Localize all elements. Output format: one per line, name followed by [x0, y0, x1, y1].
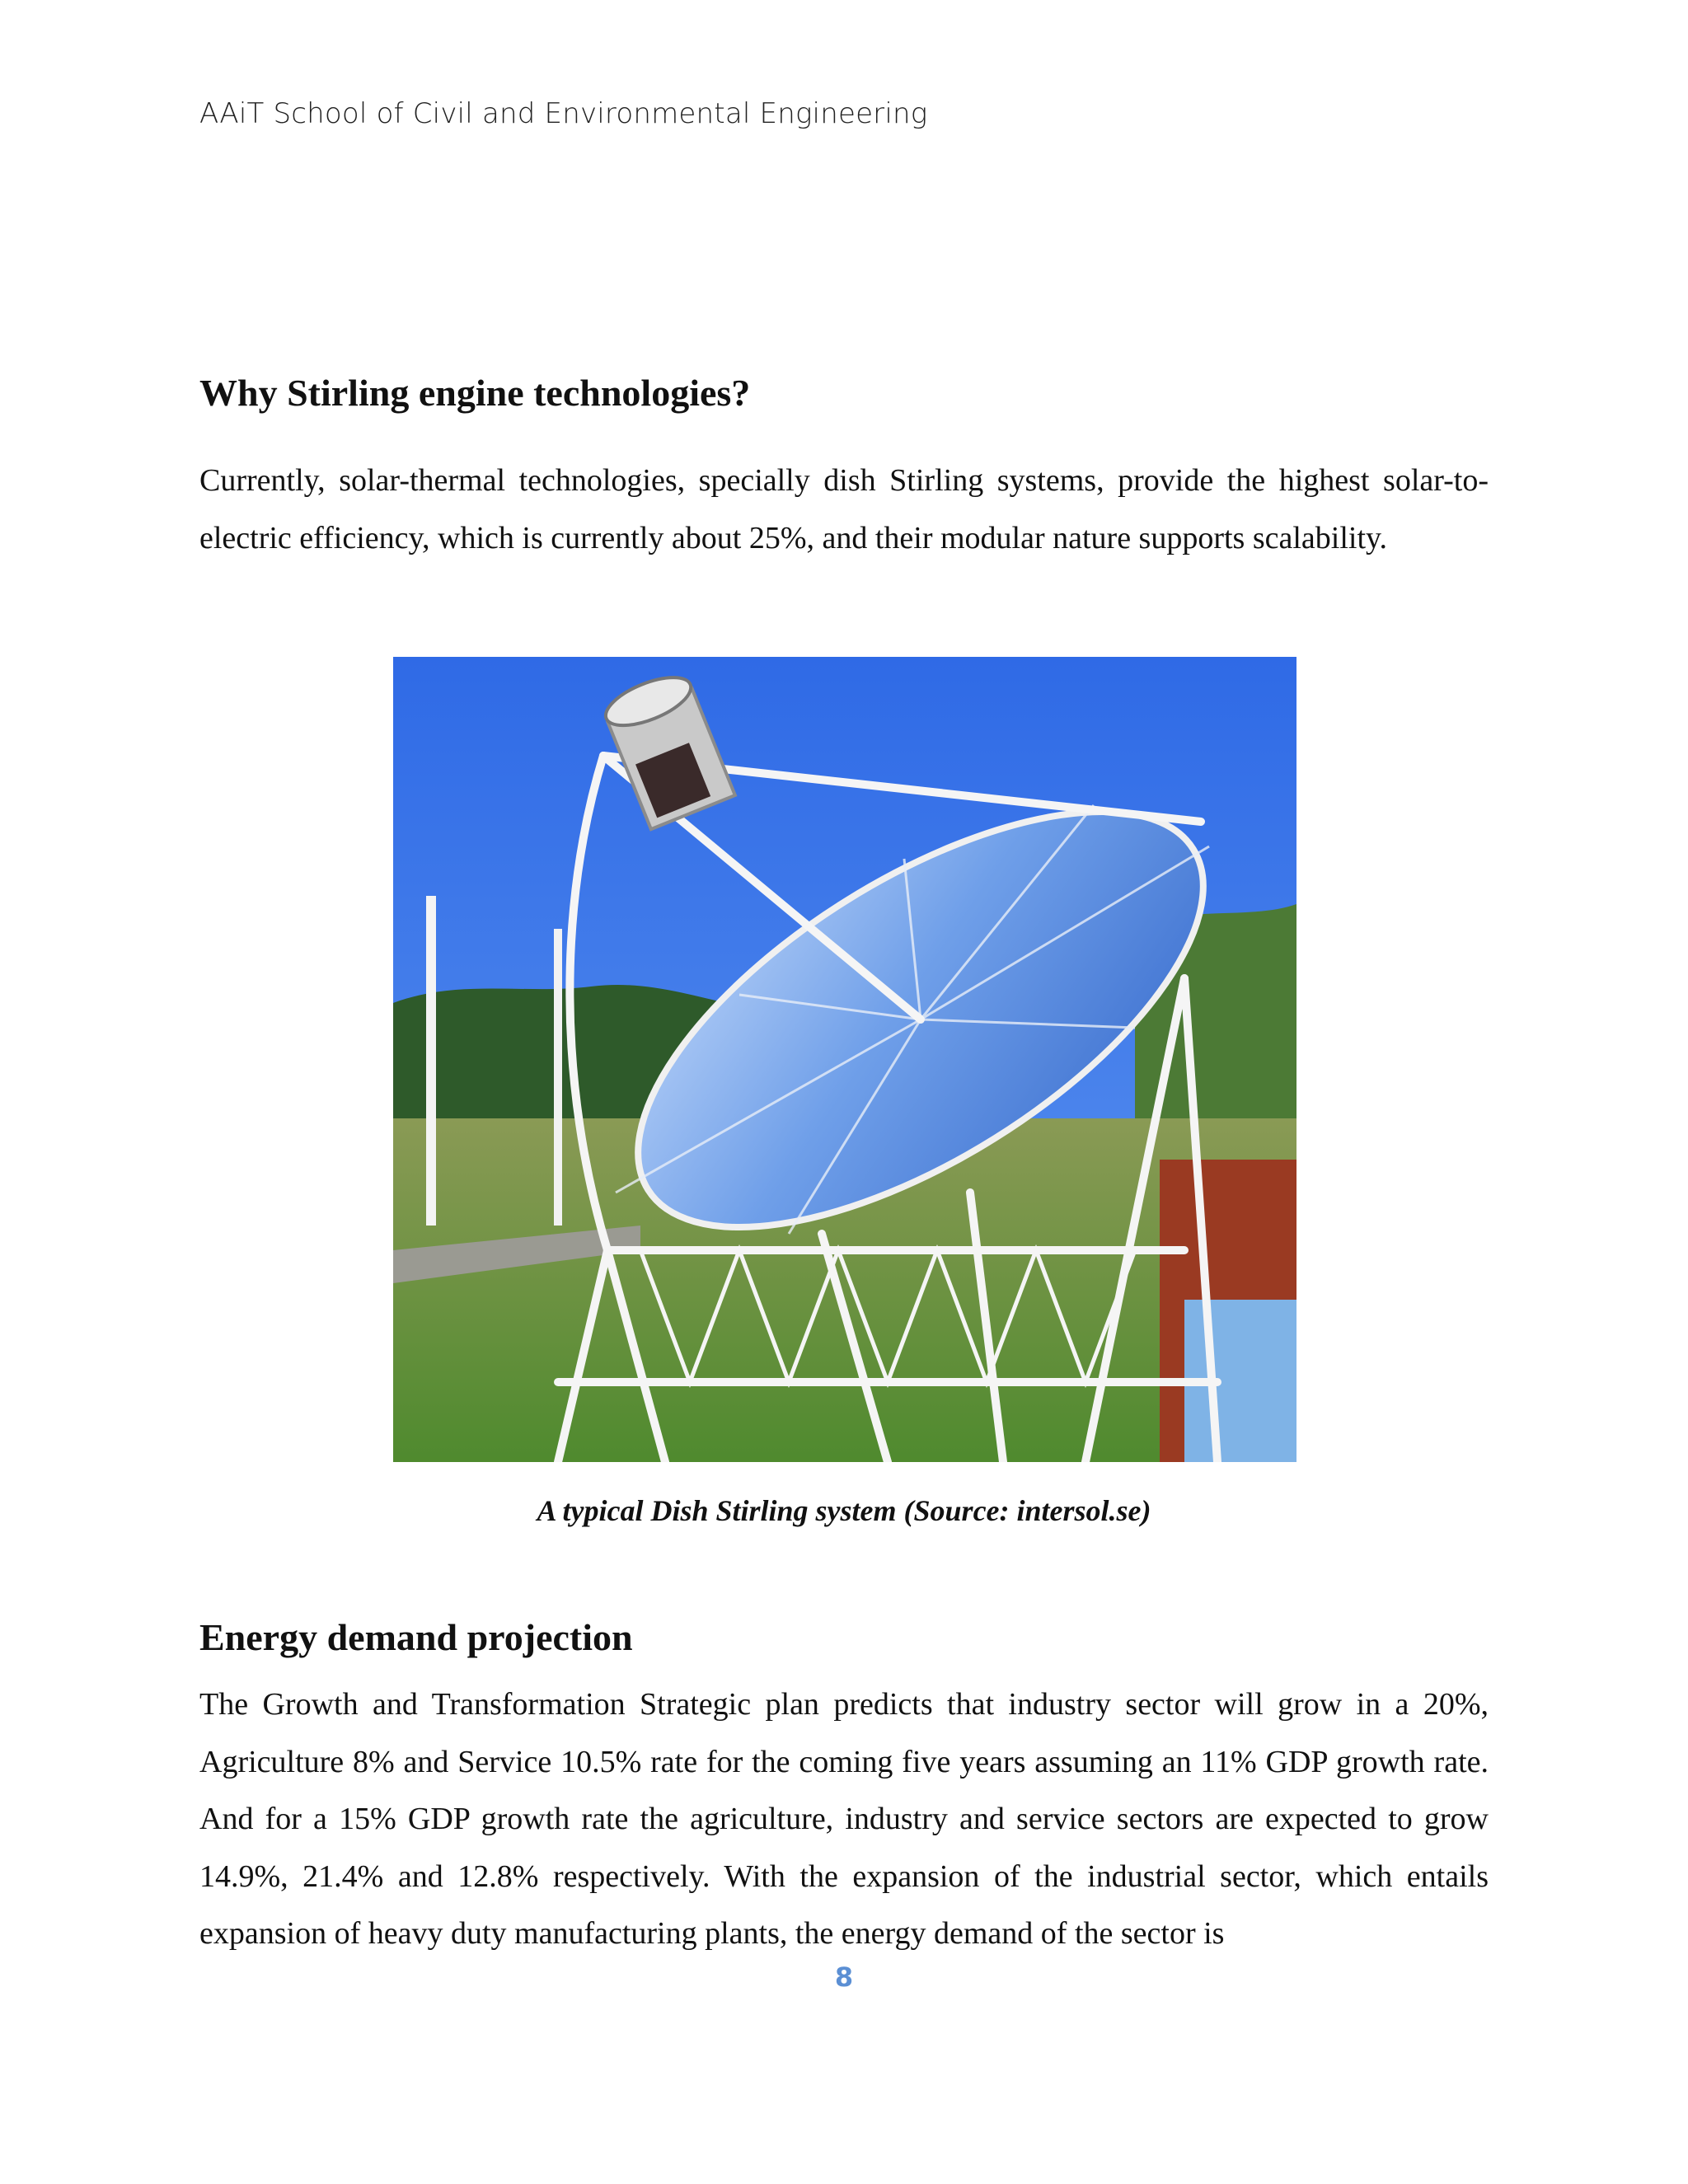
- section-paragraph-stirling: Currently, solar-thermal technologies, specially dish Stirling systems, provide the highest solar-to-electric efficiency, which is currently about 25%, and their modular nature supports scalability.: [199, 463, 1489, 555]
- section-paragraph-energy: The Growth and Transformation Strategic plan predicts that industry sector will grow in a 20%, Agriculture 8% and Service 10.5% rate for the coming five years assuming an 11% GDP growth rate. And for a 15% GDP growth rate the agriculture, industry and service sectors are expected to grow 14.9%, 21.4% and 12.8% respectively. With the expansion of the industrial sector, which entails expansion of heavy duty manufacturing plants, the energy demand of the sector is: [199, 1687, 1489, 1951]
- page-header: AAiT School of Civil and Environmental Engineering: [199, 97, 928, 130]
- dish-stirling-photo: [393, 657, 1296, 1462]
- page-number: 8: [834, 1961, 854, 1993]
- figure-caption: A typical Dish Stirling system (Source: intersol.se): [537, 1494, 1151, 1527]
- section-heading-energy: Energy demand projection: [199, 1616, 633, 1658]
- section-heading-stirling: Why Stirling engine technologies?: [199, 372, 751, 414]
